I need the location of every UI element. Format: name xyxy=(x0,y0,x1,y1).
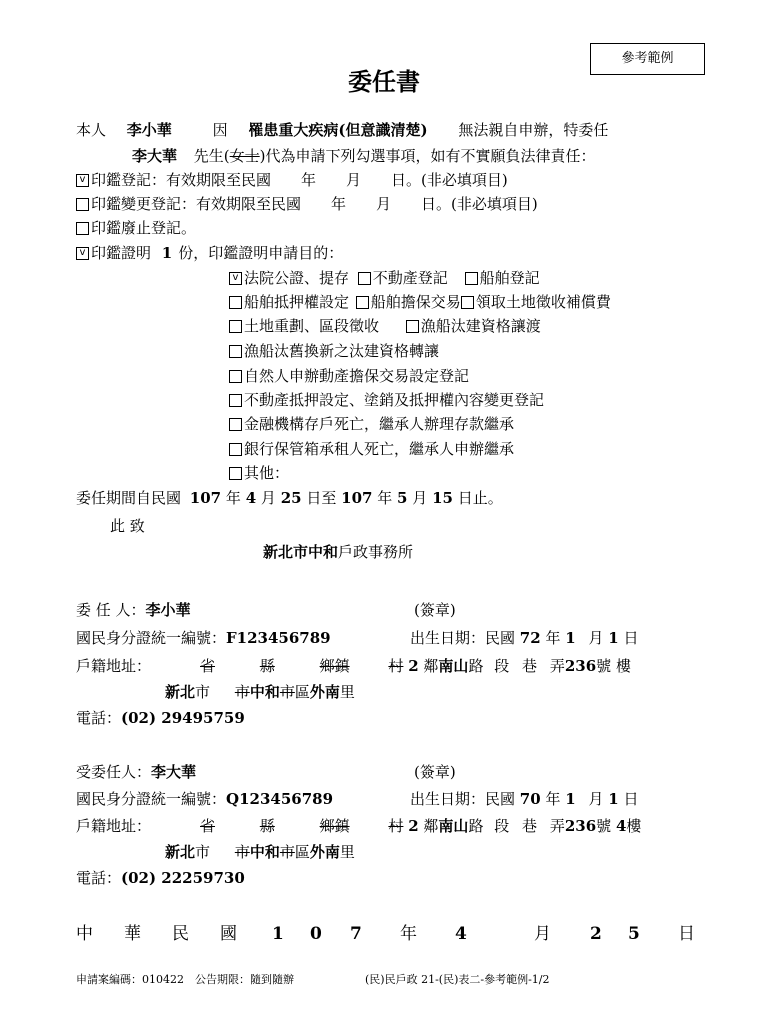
salutation: 此 致 xyxy=(110,517,145,535)
reason-text: 罹患重大疾病(但意識清楚) xyxy=(248,121,428,139)
birth-year-label: 年 xyxy=(545,629,561,647)
addr-town: 鄉鎮 xyxy=(319,817,350,835)
checkbox[interactable] xyxy=(229,467,242,480)
checkbox[interactable] xyxy=(76,174,89,187)
addr-struck: 市 xyxy=(234,683,250,701)
purpose-row-4 xyxy=(229,341,439,361)
principal-address-line-2 xyxy=(165,682,355,702)
purpose-row-1 xyxy=(229,268,540,288)
purpose-row-9 xyxy=(229,463,289,483)
addr-lin-label: 鄰 xyxy=(423,657,439,675)
agent-seal: (簽章) xyxy=(414,763,456,781)
agent-id: Q123456789 xyxy=(226,790,334,808)
birth-label: 出生日期：民國 xyxy=(410,790,516,808)
period-year-label: 年 xyxy=(225,489,241,507)
principal-phone: (02) 29495759 xyxy=(121,709,245,727)
unable-text: 無法親自申辦，特委任 xyxy=(458,121,609,139)
principal-name: 李小華 xyxy=(126,121,172,139)
agent-id-line xyxy=(76,789,333,809)
addr-district: 中和 xyxy=(249,843,280,861)
purpose-label: 其他： xyxy=(244,464,290,482)
purpose-label: 船舶登記 xyxy=(479,269,540,287)
mr-label: 先生( xyxy=(193,147,230,165)
addr-number-label: 號 xyxy=(596,817,612,835)
principal-id: F123456789 xyxy=(226,629,331,647)
addr-li-label: 里 xyxy=(339,843,355,861)
purpose-row-2 xyxy=(229,292,611,312)
intro-rest: )代為申請下列勾選事項，如有不實願負法律責任： xyxy=(259,147,596,165)
check-mark-icon: v xyxy=(79,174,86,185)
principal-address-line-1 xyxy=(200,656,631,676)
date-day-digit: 2 xyxy=(590,924,602,944)
date-year-digit: 7 xyxy=(350,924,362,944)
date-char: 國 xyxy=(220,924,237,944)
item-seal-certificate xyxy=(76,243,343,263)
birth-day: 1 xyxy=(608,790,619,808)
reference-example-badge: 參考範例 xyxy=(590,43,705,75)
period-from-month: 4 xyxy=(245,489,257,507)
agent-address-label: 戶籍地址： xyxy=(76,817,152,835)
addr-struck: 市 xyxy=(234,843,250,861)
purpose-row-6 xyxy=(229,390,544,410)
principal-role-name: 李小華 xyxy=(145,601,191,619)
purpose-label: 領取土地徵收補償費 xyxy=(475,293,611,311)
purpose-label: 法院公證、提存 xyxy=(244,269,350,287)
date-char: 中 xyxy=(76,924,93,944)
addr-district-label: 區 xyxy=(294,683,310,701)
phone-label: 電話： xyxy=(76,869,122,887)
purpose-row-3 xyxy=(229,316,541,336)
checkbox[interactable] xyxy=(229,345,242,358)
purpose-label: 船舶抵押權設定 xyxy=(244,293,350,311)
birth-month-label: 月 xyxy=(588,790,604,808)
purpose-label: 不動產抵押設定、塗銷及抵押權內容變更登記 xyxy=(244,391,545,409)
because-label: 因 xyxy=(212,121,228,139)
addr-li-label: 里 xyxy=(339,683,355,701)
checkbox[interactable] xyxy=(461,296,474,309)
phone-label: 電話： xyxy=(76,709,122,727)
agent-birth xyxy=(410,789,639,809)
purpose-row-7 xyxy=(229,414,514,434)
period-year-label: 年 xyxy=(377,489,393,507)
addr-road-name: 南山 xyxy=(438,657,469,675)
addr-lin-number: 2 xyxy=(408,817,419,835)
date-day-digit: 5 xyxy=(628,924,640,944)
agent-name: 李大華 xyxy=(132,147,178,165)
checkbox[interactable] xyxy=(229,320,242,333)
principal-id-line xyxy=(76,628,331,648)
item-label: 印鑑變更登記：有效期限至民國 年 月 日。(非必填項目) xyxy=(91,195,538,213)
date-char: 華 xyxy=(124,924,141,944)
addr-lin-label: 鄰 xyxy=(423,817,439,835)
checkbox[interactable] xyxy=(229,418,242,431)
purpose-label: 漁船汰建資格讓渡 xyxy=(420,317,541,335)
principal-birth xyxy=(410,628,639,648)
date-char: 民 xyxy=(172,924,189,944)
checkbox[interactable] xyxy=(406,320,419,333)
agent-phone: (02) 22259730 xyxy=(121,869,245,887)
office-name xyxy=(263,542,413,562)
footer-form-code: (民)民戶政 21-(民)表二-參考範例-1/2 xyxy=(365,973,550,986)
addr-road-label: 路 xyxy=(468,657,484,675)
addr-district: 中和 xyxy=(249,683,280,701)
agent-role-name: 李大華 xyxy=(151,763,197,781)
ms-struck: 女士 xyxy=(229,147,260,165)
period-month-label: 月 xyxy=(260,489,276,507)
addr-number: 236 xyxy=(564,817,597,835)
purpose-label: 銀行保管箱承租人死亡，繼承人申辦繼承 xyxy=(244,440,515,458)
agent-phone-line xyxy=(76,868,245,888)
date-year-digit: 0 xyxy=(310,924,322,944)
date-year-label: 年 xyxy=(400,924,417,944)
addr-province: 省 xyxy=(200,657,216,675)
addr-city-label: 市 xyxy=(195,683,211,701)
principal-phone-line xyxy=(76,708,245,728)
date-month-label: 月 xyxy=(534,924,551,944)
date-day-label: 日 xyxy=(678,924,695,944)
addr-number: 236 xyxy=(564,657,597,675)
birth-year-label: 年 xyxy=(545,790,561,808)
purpose-label: 土地重劃、區段徵收 xyxy=(244,317,380,335)
addr-struck: 市 xyxy=(279,843,295,861)
item-seal-registration xyxy=(76,170,508,190)
intro-line-1 xyxy=(76,120,608,140)
period-to-month: 5 xyxy=(397,489,408,507)
addr-district-label: 區 xyxy=(294,843,310,861)
agent-address-line-1 xyxy=(200,816,641,836)
birth-month-label: 月 xyxy=(588,629,604,647)
item-label: 印鑑證明 xyxy=(91,244,152,262)
birth-month: 1 xyxy=(565,629,576,647)
addr-number-label: 號 xyxy=(596,657,612,675)
birth-day: 1 xyxy=(608,629,619,647)
page-title: 委任書 xyxy=(348,67,420,96)
checkbox[interactable] xyxy=(229,272,242,285)
principal-address-label: 戶籍地址： xyxy=(76,657,152,675)
addr-village: 村 xyxy=(388,657,404,675)
item-label: 印鑑登記：有效期限至民國 年 月 日。(非必填項目) xyxy=(91,171,508,189)
addr-struck: 市 xyxy=(279,683,295,701)
birth-label: 出生日期：民國 xyxy=(410,629,516,647)
agent-role-line xyxy=(76,762,196,782)
office-name-bold: 新北市中和 xyxy=(263,543,339,561)
period-from-year: 107 xyxy=(189,489,222,507)
period-month-label: 月 xyxy=(412,489,428,507)
item-seal-cancel xyxy=(76,218,196,238)
addr-lane-label: 巷 xyxy=(522,657,538,675)
purpose-label: 金融機構存戶死亡，繼承人辦理存款繼承 xyxy=(244,415,515,433)
birth-day-label: 日 xyxy=(623,790,639,808)
purpose-label: 漁船汰舊換新之汰建資格轉讓 xyxy=(244,342,440,360)
id-label: 國民身分證統一編號： xyxy=(76,790,227,808)
item-label: 印鑑廢止登記。 xyxy=(91,219,197,237)
addr-alley-label: 弄 xyxy=(549,817,565,835)
checkbox[interactable] xyxy=(358,272,371,285)
birth-year: 70 xyxy=(519,790,541,808)
addr-town: 鄉鎮 xyxy=(319,657,350,675)
birth-year: 72 xyxy=(519,629,541,647)
date-year-digit: 1 xyxy=(272,924,284,944)
principal-seal: (簽章) xyxy=(414,601,456,619)
addr-road-name: 南山 xyxy=(438,817,469,835)
principal-role-label: 委 任 人： xyxy=(76,601,146,619)
id-label: 國民身分證統一編號： xyxy=(76,629,227,647)
period-prefix: 委任期間自民國 xyxy=(76,489,182,507)
checkbox[interactable] xyxy=(76,247,89,260)
check-mark-icon: v xyxy=(232,272,239,283)
agent-role-label: 受委任人： xyxy=(76,763,152,781)
birth-month: 1 xyxy=(565,790,576,808)
addr-section-label: 段 xyxy=(494,817,510,835)
date-month: 4 xyxy=(455,924,467,944)
addr-city: 新北 xyxy=(165,843,196,861)
intro-line-2 xyxy=(132,146,596,166)
addr-lane-label: 巷 xyxy=(522,817,538,835)
copies-count: 1 xyxy=(161,244,173,262)
checkbox[interactable] xyxy=(356,296,369,309)
checkbox[interactable] xyxy=(229,394,242,407)
agent-address-line-2 xyxy=(165,842,355,862)
addr-village: 村 xyxy=(388,817,404,835)
self-label: 本人 xyxy=(76,121,107,139)
addr-province: 省 xyxy=(200,817,216,835)
addr-floor-label: 樓 xyxy=(626,817,642,835)
item-label-after: 份，印鑑證明申請目的： xyxy=(178,244,344,262)
period-end-label: 日止。 xyxy=(457,489,503,507)
period-from-day: 25 xyxy=(280,489,302,507)
addr-road-label: 路 xyxy=(468,817,484,835)
period-to-year: 107 xyxy=(341,489,373,507)
addr-city-label: 市 xyxy=(195,843,211,861)
addr-section-label: 段 xyxy=(494,657,510,675)
addr-county: 縣 xyxy=(259,817,275,835)
purpose-label: 不動產登記 xyxy=(372,269,448,287)
footer-case-code: 申請案編碼：010422 公告期限：隨到隨辦 xyxy=(76,973,294,986)
addr-li-name: 外南 xyxy=(309,683,340,701)
check-mark-icon: v xyxy=(79,247,86,258)
office-name-rest: 戶政事務所 xyxy=(338,543,414,561)
purpose-row-5 xyxy=(229,366,469,386)
period-day-label: 日至 xyxy=(306,489,337,507)
addr-li-name: 外南 xyxy=(309,843,340,861)
principal-role-line xyxy=(76,600,191,620)
checkbox[interactable] xyxy=(76,198,89,211)
purpose-label: 船舶擔保交易 xyxy=(370,293,461,311)
purpose-row-8 xyxy=(229,439,514,459)
commission-period xyxy=(76,488,503,508)
addr-city: 新北 xyxy=(165,683,196,701)
period-to-day: 15 xyxy=(432,489,453,507)
checkbox[interactable] xyxy=(229,370,242,383)
checkbox[interactable] xyxy=(76,222,89,235)
purpose-label: 自然人申辦動產擔保交易設定登記 xyxy=(244,367,470,385)
birth-day-label: 日 xyxy=(623,629,639,647)
addr-lin-number: 2 xyxy=(408,657,419,675)
item-seal-change xyxy=(76,194,538,214)
checkbox[interactable] xyxy=(465,272,478,285)
addr-floor: 4 xyxy=(615,817,627,835)
checkbox[interactable] xyxy=(229,296,242,309)
addr-floor-label: 樓 xyxy=(615,657,631,675)
checkbox[interactable] xyxy=(229,443,242,456)
addr-county: 縣 xyxy=(259,657,275,675)
addr-alley-label: 弄 xyxy=(549,657,565,675)
